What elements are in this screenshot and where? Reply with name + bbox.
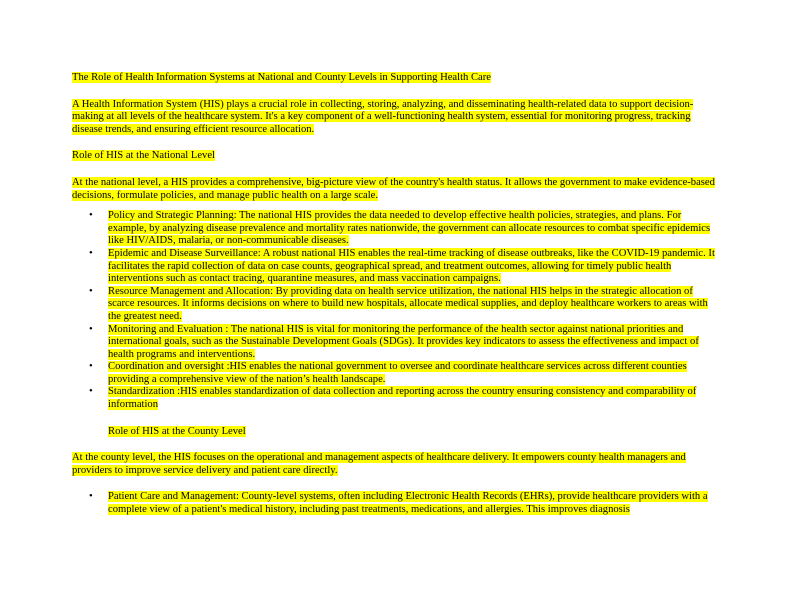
list-item <box>72 361 720 386</box>
bullet-icon: • <box>89 386 93 398</box>
bullet-icon: • <box>89 361 93 373</box>
list-item <box>72 286 720 324</box>
intro-paragraph <box>72 99 720 137</box>
list-item-text: Epidemic and Disease Surveillance: A robust national HIS enables the real-time tracking of disease outbreaks, like the COVID-19 pandemic. It facilitates the rapid collection of data on case counts, geographical spread, and treatment outcomes, allowing for timely public health interventions such as contact tracing, quarantine measures, and mass vaccination campaigns. <box>108 247 715 285</box>
list-item-text: Policy and Strategic Planning: The national HIS provides the data needed to develop effective health policies, strategies, and plans. For example, by analyzing disease prevalence and mortality rates nationwide, the government can allocate resources to combat specific epidemics like HIV/AIDS, malaria, or non-communicable diseases. <box>108 210 711 247</box>
list-item-text: Patient Care and Management: County-level systems, often including Electronic Health Records (EHRs), provide healthcare providers with a complete view of a patient's medical history, including past treatments, medications, and allergies. This improves diagnosis <box>108 491 708 516</box>
bullet-icon: • <box>89 491 93 503</box>
county-paragraph-text: At the county level, the HIS focuses on the operational and management aspects of healthcare delivery. It empowers county health managers and providers to improve service delivery and patient care directly. <box>72 452 686 476</box>
bullet-icon: • <box>89 285 93 297</box>
bullet-icon: • <box>89 210 93 222</box>
list-item <box>72 210 720 248</box>
list-item <box>72 248 720 286</box>
list-item <box>72 324 720 362</box>
document-page <box>72 72 720 517</box>
bullet-icon: • <box>89 247 93 259</box>
title-text: The Role of Health Information Systems at National and County Levels in Supporting Health Care <box>72 72 491 83</box>
document-title <box>72 72 720 85</box>
national-paragraph-text: At the national level, a HIS provides a comprehensive, big-picture view of the country's health status. It allows the government to make evidence-based decisions, formulate policies, and manage public health on a large scale. <box>72 176 715 201</box>
list-item-text: Coordination and oversight :HIS enables the national government to oversee and coordinate healthcare services across different counties providing a comprehensive view of the nation’s health landscape. <box>108 361 687 385</box>
county-heading-text: Role of HIS at the County Level <box>108 425 246 437</box>
national-bullet-list <box>72 210 720 412</box>
intro-text: A Health Information System (HIS) plays a crucial role in collecting, storing, analyzing, and disseminating health-related data to support decision-making at all levels of the healthcare system. It's a key component of a well-functioning health system, essential for monitoring progress, tracking disease trends, and ensuring efficient resource allocation. <box>72 98 694 135</box>
list-item-text: Monitoring and Evaluation : The national HIS is vital for monitoring the performance of the health sector against national priorities and international goals, such as the Sustainable Development Goals (SDGs). It provides key indicators to assess the effectiveness and impact of health programs and interventions. <box>108 323 699 360</box>
list-item <box>72 491 720 516</box>
national-heading-text: Role of HIS at the National Level <box>72 150 215 162</box>
county-bullet-list <box>72 491 720 516</box>
national-heading <box>72 150 720 163</box>
list-item <box>72 386 720 411</box>
bullet-icon: • <box>89 323 93 335</box>
list-item-text: Resource Management and Allocation: By providing data on health service utilization, the national HIS helps in the strategic allocation of scarce resources. It informs decisions on where to build new hospitals, allocate medical supplies, and deploy healthcare workers to areas with the greatest need. <box>108 285 708 322</box>
county-heading <box>72 426 720 439</box>
national-paragraph <box>72 177 720 202</box>
county-paragraph <box>72 452 720 477</box>
list-item-text: Standardization :HIS enables standardization of data collection and reporting across the country ensuring consistency and comparability of information <box>108 386 697 411</box>
